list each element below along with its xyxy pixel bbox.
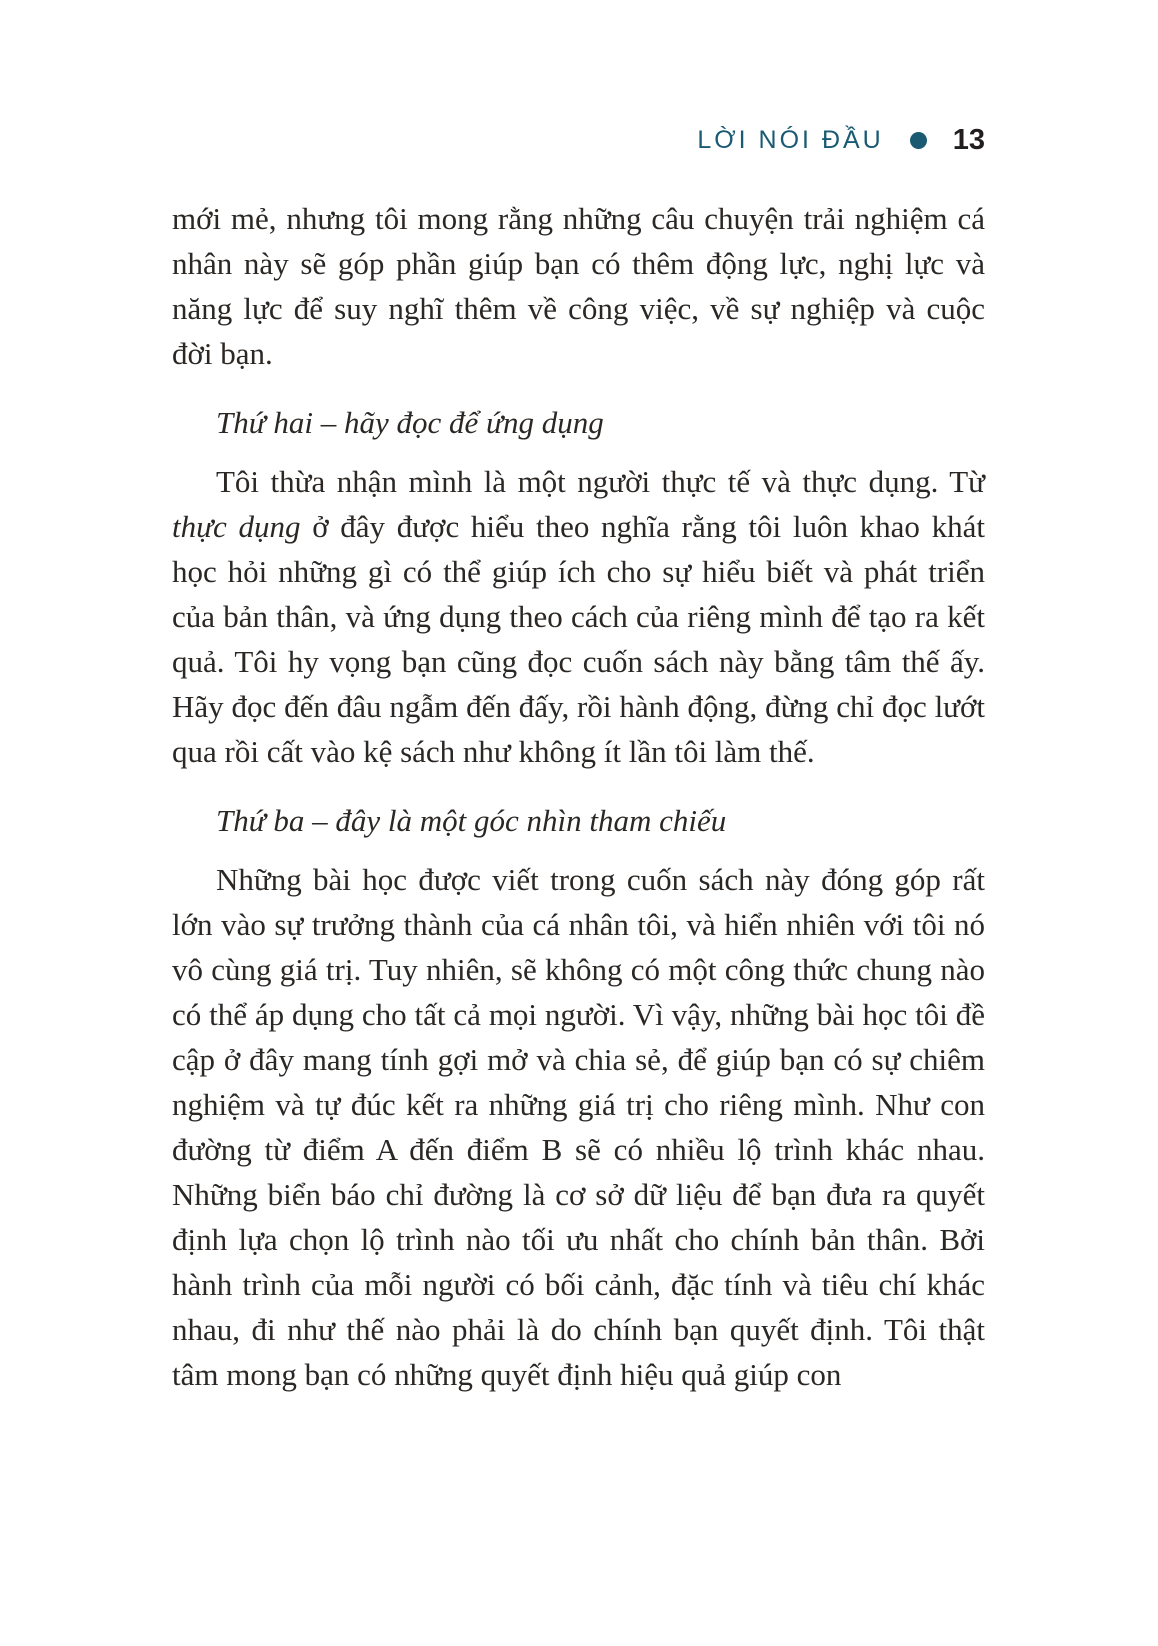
page-number: 13 — [952, 124, 985, 156]
paragraph — [172, 857, 985, 1397]
section-heading — [172, 798, 985, 843]
running-header — [172, 124, 985, 157]
text-segment: Tôi thừa nhận mình là một người thực tế và thực dụng. Từ — [216, 464, 985, 499]
paragraph — [172, 196, 985, 376]
text-segment-italic: Thứ ba – đây là một góc nhìn tham chiếu — [216, 803, 727, 838]
section-title: LỜI NÓI ĐẦU — [697, 126, 884, 154]
text-segment: ở đây được hiểu theo nghĩa rằng tôi luôn khao khát học hỏi những gì có thể giúp ích cho sự hiểu biết và phát triển của bản thân, và ứng dụng theo cách của riêng mình để tạo ra kết quả. Tôi hy vọng bạn cũng đọc cuốn sách này bằng tâm thế ấy. Hãy đọc đến đâu ngẫm đến đấy, rồi hành động, đừng chỉ đọc lướt qua rồi cất vào kệ sách như không ít lần tôi làm thế. — [172, 509, 985, 769]
text-segment: mới mẻ, nhưng tôi mong rằng những câu chuyện trải nghiệm cá nhân này sẽ góp phần giúp bạn có thêm động lực, nghị lực và năng lực để suy nghĩ thêm về công việc, về sự nghiệp và cuộc đời bạn. — [172, 201, 985, 371]
page-body-text — [172, 196, 985, 1397]
dot-separator-icon — [910, 132, 927, 149]
text-segment-italic: thực dụng — [172, 509, 301, 544]
paragraph — [172, 459, 985, 774]
text-segment: Những bài học được viết trong cuốn sách này đóng góp rất lớn vào sự trưởng thành của cá nhân tôi, và hiển nhiên với tôi nó vô cùng giá trị. Tuy nhiên, sẽ không có một công thức chung nào có thể áp dụng cho tất cả mọi người. Vì vậy, những bài học tôi đề cập ở đây mang tính gợi mở và chia sẻ, để giúp bạn có sự chiêm nghiệm và tự đúc kết ra những giá trị cho riêng mình. Như con đường từ điểm A đến điểm B sẽ có nhiều lộ trình khác nhau. Những biển báo chỉ đường là cơ sở dữ liệu để bạn đưa ra quyết định lựa chọn lộ trình nào tối ưu nhất cho chính bản thân. Bởi hành trình của mỗi người có bối cảnh, đặc tính và tiêu chí khác nhau, đi như thế nào phải là do chính bạn quyết định. Tôi thật tâm mong bạn có những quyết định hiệu quả giúp con — [172, 862, 985, 1392]
section-heading — [172, 400, 985, 445]
text-segment-italic: Thứ hai – hãy đọc để ứng dụng — [216, 405, 604, 440]
